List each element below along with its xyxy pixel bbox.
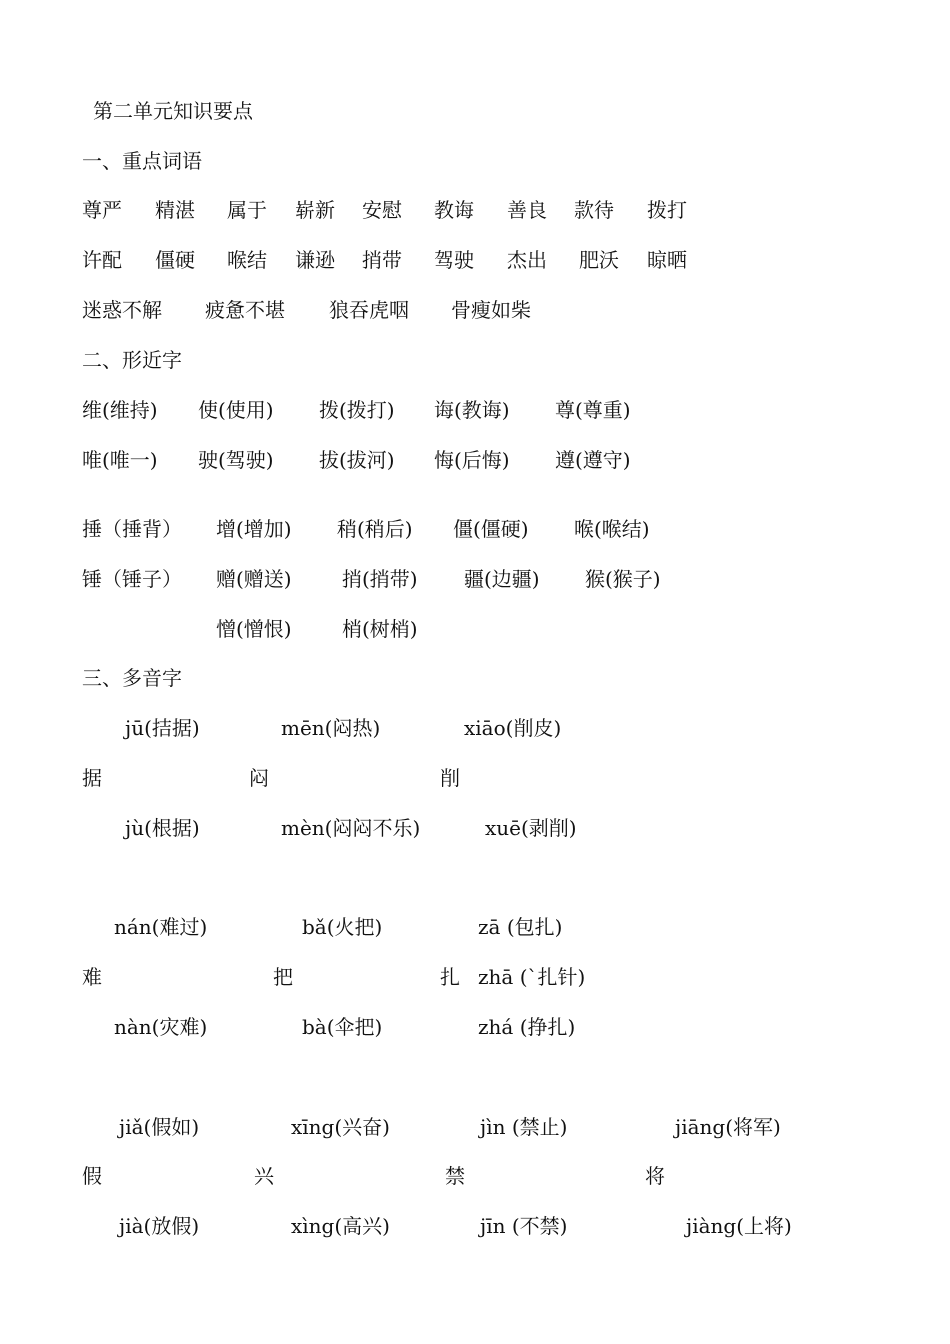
- idiom: 疲惫不堪: [205, 298, 285, 322]
- polyphone-char: 假: [82, 1164, 102, 1188]
- reading: jiàng(上将): [686, 1214, 792, 1238]
- polyphone-char: 削: [440, 766, 460, 790]
- reading: jiǎ(假如): [119, 1115, 200, 1139]
- reading: xìng(高兴): [291, 1214, 390, 1238]
- reading: jū(拮据): [125, 716, 200, 740]
- word: 崭新: [295, 198, 335, 222]
- page-title: 第二单元知识要点: [93, 99, 253, 123]
- word: 杰出: [507, 248, 547, 272]
- word: 属于: [227, 198, 267, 222]
- similar-char: 维(维持): [82, 398, 158, 422]
- similar-char: 唯(唯一): [82, 448, 158, 472]
- polyphone-char: 据: [82, 766, 102, 790]
- reading: mèn(闷闷不乐): [281, 816, 421, 840]
- polyphone-char: 难: [82, 965, 102, 989]
- section-heading-similar-chars: 二、形近字: [82, 348, 182, 372]
- similar-char: 捎(捎带): [342, 567, 418, 591]
- similar-char: 梢(树梢): [342, 617, 418, 641]
- idiom: 迷惑不解: [82, 298, 162, 322]
- similar-char: 憎(憎恨): [216, 617, 292, 641]
- word: 拨打: [647, 198, 687, 222]
- similar-char: 拔(拔河): [319, 448, 395, 472]
- word: 肥沃: [579, 248, 619, 272]
- reading: zhá (挣扎): [478, 1015, 576, 1039]
- section-heading-polyphones: 三、多音字: [82, 666, 182, 690]
- reading: bǎ(火把): [302, 915, 383, 939]
- reading: jù(根据): [125, 816, 200, 840]
- similar-char: 喉(喉结): [574, 517, 650, 541]
- reading: zhā (`扎针): [478, 965, 586, 989]
- similar-char: 驶(驾驶): [198, 448, 274, 472]
- similar-char: 使(使用): [198, 398, 274, 422]
- word: 尊严: [82, 198, 122, 222]
- polyphone-char: 闷: [249, 766, 269, 790]
- reading: nàn(灾难): [114, 1015, 208, 1039]
- word: 晾晒: [647, 248, 687, 272]
- reading: bà(伞把): [302, 1015, 383, 1039]
- similar-char: 疆(边疆): [464, 567, 540, 591]
- polyphone-char: 禁: [445, 1164, 465, 1188]
- similar-char: 尊(尊重): [555, 398, 631, 422]
- word: 许配: [82, 248, 122, 272]
- similar-char: 遵(遵守): [555, 448, 631, 472]
- polyphone-char: 把: [273, 965, 293, 989]
- reading: zā (包扎): [478, 915, 563, 939]
- similar-char: 赠(赠送): [216, 567, 292, 591]
- word: 驾驶: [434, 248, 474, 272]
- reading: jiāng(将军): [675, 1115, 781, 1139]
- word: 捎带: [362, 248, 402, 272]
- polyphone-char: 将: [645, 1164, 665, 1188]
- polyphone-char: 兴: [254, 1164, 274, 1188]
- reading: nán(难过): [114, 915, 208, 939]
- reading: xuē(剥削): [485, 816, 577, 840]
- word: 谦逊: [295, 248, 335, 272]
- similar-char: 悔(后悔): [434, 448, 510, 472]
- word: 善良: [507, 198, 547, 222]
- similar-char: 拨(拨打): [319, 398, 395, 422]
- word: 僵硬: [155, 248, 195, 272]
- reading: jìn (禁止): [480, 1115, 568, 1139]
- section-heading-key-words: 一、重点词语: [82, 149, 202, 173]
- reading: jià(放假): [119, 1214, 200, 1238]
- similar-char: 锤（锤子）: [82, 567, 182, 591]
- reading: jīn (不禁): [480, 1214, 568, 1238]
- similar-char: 僵(僵硬): [453, 517, 529, 541]
- idiom: 骨瘦如柴: [451, 298, 531, 322]
- word: 喉结: [227, 248, 267, 272]
- similar-char: 猴(猴子): [585, 567, 661, 591]
- similar-char: 稍(稍后): [337, 517, 413, 541]
- similar-char: 诲(教诲): [434, 398, 510, 422]
- reading: xīng(兴奋): [291, 1115, 390, 1139]
- reading: xiāo(削皮): [464, 716, 562, 740]
- word: 精湛: [155, 198, 195, 222]
- word: 款待: [574, 198, 614, 222]
- polyphone-char: 扎: [440, 965, 460, 989]
- idiom: 狼吞虎咽: [329, 298, 409, 322]
- reading: mēn(闷热): [281, 716, 381, 740]
- similar-char: 增(增加): [216, 517, 292, 541]
- word: 教诲: [434, 198, 474, 222]
- word: 安慰: [362, 198, 402, 222]
- similar-char: 捶（捶背）: [82, 517, 182, 541]
